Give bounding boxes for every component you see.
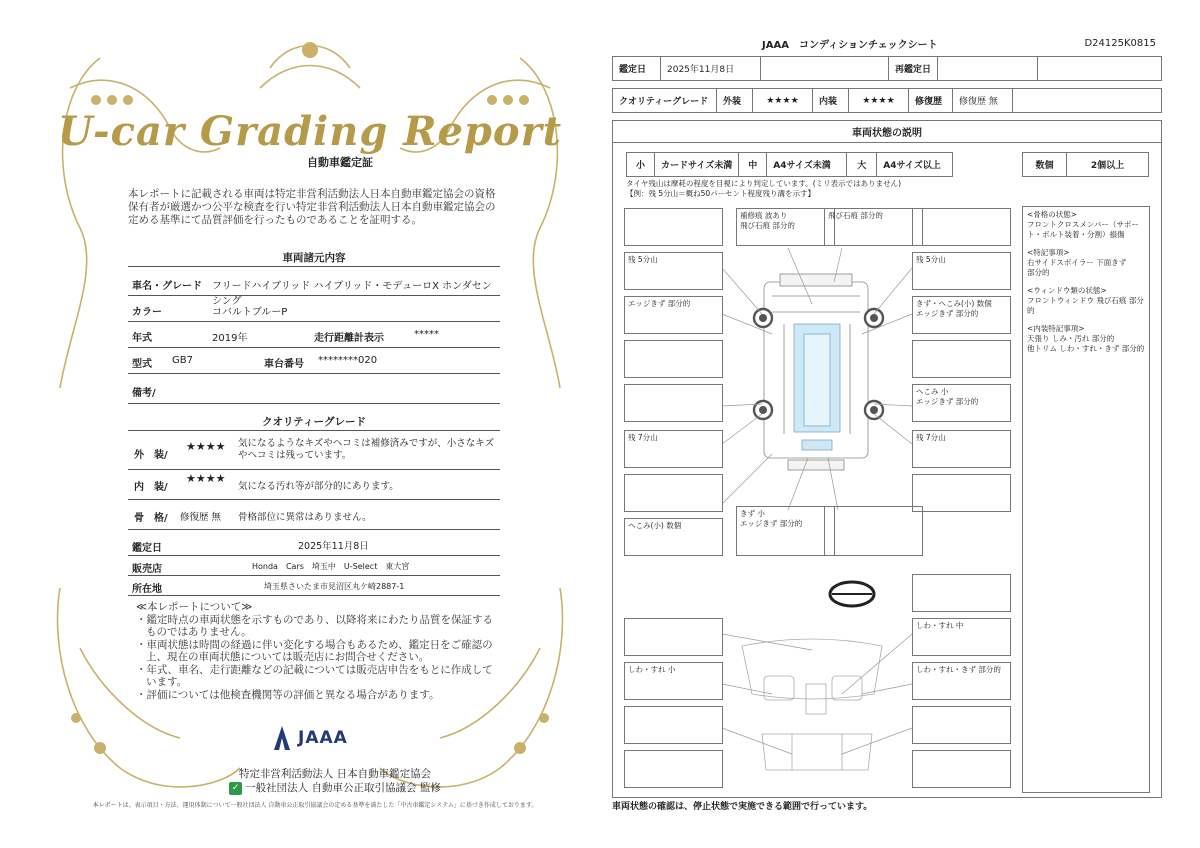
size-mid: 中 [739, 153, 767, 177]
callout-text: エッジきず 部分的 [740, 519, 803, 528]
color-label: カラー [132, 307, 162, 318]
callout-box [912, 750, 1011, 788]
callout-box [736, 506, 835, 556]
tire-note-line-1: タイヤ残山は摩耗の程度を目視により判定しています。(ミリ表示ではありません) [626, 179, 902, 188]
steering-wheel-icon [830, 582, 874, 606]
size-mid-desc: A4サイズ未満 [767, 153, 847, 177]
callout-box [912, 430, 1011, 468]
year-label: 年式 [132, 333, 152, 344]
color-value: コバルトブルーP [212, 307, 288, 318]
callout-box [624, 296, 723, 334]
callout-box [912, 296, 1011, 334]
special-text: 右サイドスポイラー 下面きず [1027, 258, 1127, 267]
state-title: 車両状態の説明 [852, 128, 922, 139]
jaaa-logo-text: JAAA [298, 728, 348, 748]
callout-box [624, 518, 723, 556]
ext-label: 外装 [717, 89, 753, 113]
type-value: GB7 [172, 355, 193, 366]
org-line-2-text: 一般社団法人 自動車公正取引協議会 監修 [245, 782, 441, 794]
callout-text: きず・へこみ(小) 数個 [916, 299, 992, 308]
remarks-label: 備考/ [132, 388, 156, 399]
remarks-row [128, 374, 500, 404]
callout-box [912, 340, 1011, 378]
special-text: 部分的 [1027, 268, 1050, 277]
callout-text: 補修痕 波あり [740, 211, 788, 220]
report-notes [136, 601, 496, 701]
frame-comment: 骨格部位に異常はありません。 [238, 512, 372, 523]
divider [128, 430, 500, 431]
callout-box [912, 474, 1011, 512]
model-value: フリードハイブリッド ハイブリッド・モデューロX ホンダセンシング [212, 281, 492, 307]
sheet-footer: 車両状態の確認は、停止状態で実施できる範囲で行っています。 [612, 802, 873, 812]
callout-text: しわ・すれ 小 [628, 665, 676, 674]
interior-row [128, 470, 500, 500]
callout-text: 残 7分山 [916, 433, 946, 442]
callout-text: 残 7分山 [628, 433, 658, 442]
frame-text: フロントクロスメンバー（サポート・ボルト装着・分割）損傷 [1027, 220, 1139, 239]
interior-stars: ★★★★ [186, 472, 226, 485]
redate-label: 再鑑定日 [889, 57, 938, 81]
callout-box [624, 340, 723, 378]
callout-box [912, 252, 1011, 290]
type-row [128, 348, 500, 374]
address-label: 所在地 [132, 584, 162, 595]
callout-text: へこみ 小 [916, 387, 949, 396]
quality-section-title: クオリティーグレード [262, 416, 366, 428]
note-item: ・評価については他検査機関等の評価と異なる場合があります。 [136, 688, 440, 701]
type-label: 型式 [132, 359, 152, 370]
size-large: 大 [847, 153, 877, 177]
mileage-value: ***** [414, 329, 439, 340]
org-line-2 [40, 780, 630, 795]
callout-box [624, 208, 723, 246]
frame-label: 骨 格/ [134, 513, 168, 524]
callout-text: 残 5分山 [628, 255, 658, 264]
count-label: 数個 [1023, 153, 1067, 177]
certificate-subtitle: 自動車鑑定証 [307, 156, 373, 169]
special-notes-panel [1022, 206, 1150, 793]
certificate-intro: 本レポートに記載される車両は特定非営利活動法人日本自動車鑑定協会の資格保有者が厳選かつ公平な検査を行い特定非営利活動法人日本自動車鑑定協会の定める基準にて品質評価を行ったものであることを証明する。 [128, 188, 496, 226]
window-title: <ウィンドウ類の状態> [1027, 286, 1107, 295]
org-line-1: 特定非営利活動法人 日本自動車鑑定協会 [238, 768, 432, 780]
date-label: 鑑定日 [132, 543, 162, 554]
exterior-label: 外 装/ [134, 450, 168, 461]
date-label: 鑑定日 [613, 57, 661, 81]
interior-title: <内装特記事項> [1027, 324, 1085, 333]
callout-box [912, 384, 1011, 422]
dealer-label: 販売店 [132, 564, 162, 575]
callout-box [624, 750, 723, 788]
callout-box [624, 474, 723, 512]
condition-check-sheet [612, 34, 1164, 814]
size-large-desc: A4サイズ以上 [877, 153, 953, 177]
count-desc: 2個以上 [1067, 153, 1149, 177]
callout-box [624, 384, 723, 422]
int-stars: ★★★★ [849, 89, 909, 113]
repair-label: 修復歴 [909, 89, 953, 113]
date-value: 2025年11月8日 [298, 541, 369, 552]
callout-box [912, 618, 1011, 656]
dealer-row [128, 556, 500, 576]
callout-box [624, 430, 723, 468]
callout-box [624, 706, 723, 744]
callout-text: 飛び石痕 部分的 [828, 211, 883, 220]
jaaa-mark-icon [272, 724, 292, 752]
callout-text: きず 小 [740, 509, 765, 518]
certificate-title: U-car Grading Report [57, 108, 563, 155]
callout-box [624, 662, 723, 700]
note-item: ・車両状態は時間の経過に伴い変化する場合もあるため、鑑定日をご確認の上、現在の車両状態については販売店にお問合せください。 [136, 638, 493, 663]
callout-box [736, 208, 835, 246]
note-item: ・年式、車名、走行距離などの記載については販売店申告をもとに作成しています。 [136, 663, 493, 688]
year-row [128, 322, 500, 348]
color-row [128, 296, 500, 322]
check-icon: ✓ [229, 782, 242, 795]
address-row [128, 576, 500, 596]
size-small: 小 [627, 153, 655, 177]
callout-box [824, 506, 923, 556]
callout-text: エッジきず 部分的 [916, 397, 979, 406]
size-small-desc: カードサイズ未満 [655, 153, 739, 177]
callout-box [912, 574, 1011, 612]
dealer-value: Honda Cars 埼玉中 U-Select 東大宮 [252, 562, 410, 571]
frame-row [128, 500, 500, 530]
chassis-label: 車台番号 [264, 359, 304, 370]
model-label: 車名・グレード [132, 281, 202, 292]
callout-box [912, 706, 1011, 744]
sheet-title: JAAA コンディションチェックシート [762, 40, 938, 51]
callout-box [624, 252, 723, 290]
interior-text: 他トリム しわ・すれ・きず 部分的 [1027, 344, 1145, 353]
callout-text: エッジきず 部分的 [628, 299, 691, 308]
footer-note: 本レポートは、表示項目・方法、運用体制について一般社団法人 自動車公正取引協議会の定める基準を満たした「中古車鑑定システム」に基づき作成しております。 [92, 802, 538, 809]
ext-stars: ★★★★ [753, 89, 813, 113]
interior-comment: 気になる汚れ等が部分的にあります。 [238, 481, 399, 492]
tire-note-line-2: 【例：残 5分山＝概ね50パーセント程度残り溝を示す】 [626, 189, 816, 198]
callout-text: しわ・すれ・きず 部分的 [916, 665, 1001, 674]
address-value: 埼玉県さいたま市見沼区丸ケ崎2887-1 [264, 582, 405, 591]
exterior-stars: ★★★★ [186, 440, 226, 453]
repair-value: 修復歴 無 [953, 89, 1013, 113]
int-label: 内装 [813, 89, 849, 113]
exterior-row [128, 434, 500, 470]
callout-text: エッジきず 部分的 [916, 309, 979, 318]
date-row [128, 534, 500, 556]
mileage-label: 走行距離計表示 [314, 333, 384, 344]
chassis-value: ********020 [318, 355, 378, 366]
interior-label: 内 装/ [134, 482, 168, 493]
callout-text: 飛び石痕 部分的 [740, 221, 795, 230]
frame-status: 修復歴 無 [180, 512, 222, 523]
notes-title: ≪本レポートについて≫ [136, 601, 253, 613]
callout-text: しわ・すれ 中 [916, 621, 964, 630]
callout-text: へこみ(小) 数個 [628, 521, 682, 530]
grade-label: クオリティーグレード [613, 89, 717, 113]
jaaa-logo [272, 722, 348, 754]
grading-certificate [40, 28, 580, 818]
callout-box [624, 618, 723, 656]
date-value: 2025年11月8日 [661, 57, 761, 81]
exterior-comment: 気になるようなキズやヘコミは補修済みですが、小さなキズやヘコミは残っています。 [238, 438, 495, 461]
window-text: フロントウィンドウ 飛び石痕 部分的 [1027, 296, 1144, 315]
callout-box [912, 662, 1011, 700]
interior-text: 天張り しみ・汚れ 部分的 [1027, 334, 1115, 343]
model-row [128, 270, 500, 307]
callout-box [824, 208, 923, 246]
spec-section-title: 車両諸元内容 [282, 252, 346, 264]
callout-box [912, 208, 1011, 246]
note-item: ・鑑定時点の車両状態を示すものであり、以降将来にわたり品質を保証するものではありません。 [136, 613, 493, 638]
frame-title: <骨格の状態> [1027, 210, 1078, 219]
special-title: <特記事項> [1027, 248, 1070, 257]
callout-text: 残 5分山 [916, 255, 946, 264]
document-id: D24125K0815 [1084, 38, 1156, 49]
divider [128, 266, 500, 267]
year-value: 2019年 [212, 333, 248, 344]
